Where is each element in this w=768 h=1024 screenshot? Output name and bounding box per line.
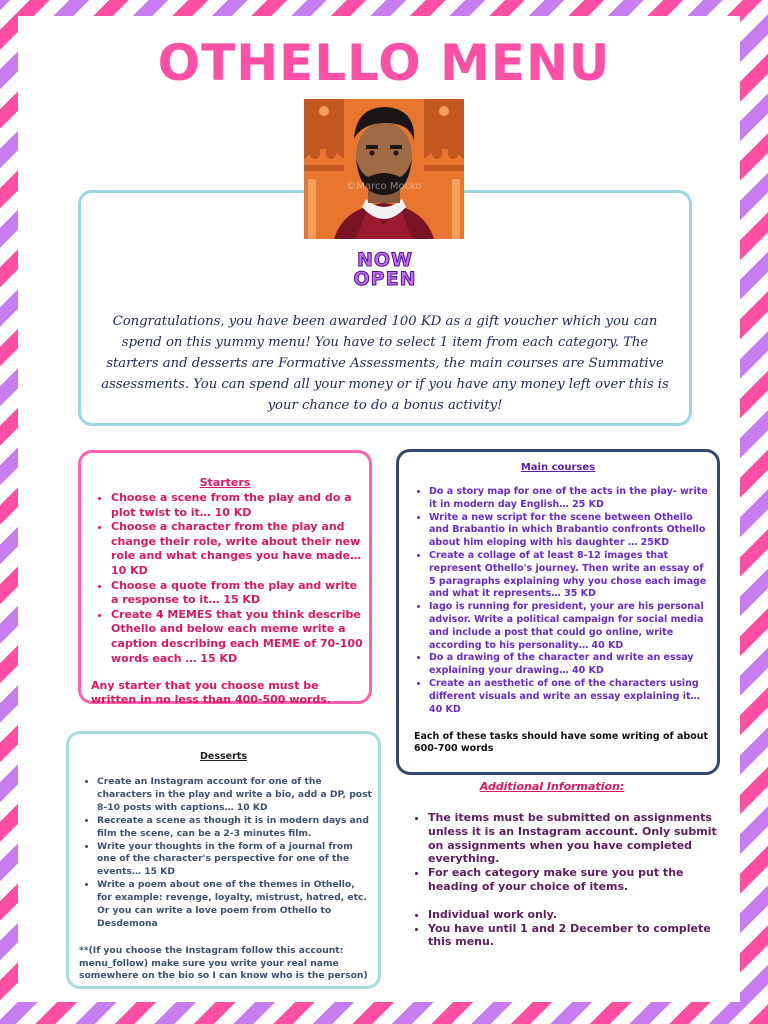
- main-courses-note: Each of these tasks should have some writing of about 600-700 words: [414, 731, 709, 755]
- desserts-heading: Desserts: [200, 751, 247, 762]
- page-title: OTHELLO MENU: [157, 34, 611, 92]
- starters-note: Any starter that you choose must be written in no less than 400-500 words.: [91, 679, 332, 707]
- desserts-box: [66, 731, 381, 989]
- main-courses-box: [396, 449, 720, 775]
- starters-heading: Starters: [199, 476, 251, 489]
- list-item: • Write a poem about one of the themes in Othello, for example: revenge, loyalty, mistrust, hatred, etc. Or you can write a love poem from Othello to Desdemona: [97, 879, 372, 931]
- list-item: • Choose a character from the play and change their role, write about their new role and what changes you have made… 10 KD: [111, 520, 363, 578]
- list-item: • Do a story map for one of the acts in the play- write it in modern day English… 25 KD: [429, 486, 709, 512]
- list-item: • Recreate a scene as though it is in modern days and film the scene, can be a 2-3 minutes film.: [97, 815, 372, 841]
- desserts-note: **(If you choose the Instagram follow this account: menu_follow) make sure you write your real name somewhere on the bio so I can know who is the person): [79, 944, 368, 982]
- starters-box: [78, 450, 372, 707]
- list-item: • You have until 1 and 2 December to complete this menu.: [428, 922, 720, 950]
- list-item: • Choose a scene from the play and do a plot twist to it… 10 KD: [111, 491, 363, 520]
- list-item: • Write your thoughts in the form of a journal from one of the character's perspective for one of the events… 15 KD: [97, 841, 372, 880]
- list-item: • Write a new script for the scene between Othello and Brabantio in which Brabantio confronts Othello about him eloping with his daughter … 25KD: [429, 512, 709, 550]
- now-open-badge: [81, 251, 689, 289]
- list-item: • Do a drawing of the character and write an essay explaining your drawing… 40 KD: [429, 652, 709, 678]
- list-item: • Create a collage of at least 8-12 images that represent Othello's journey. Then write an essay of 5 paragraphs explaining why you chose each image and what it represents… 35 KD: [429, 550, 709, 601]
- othello-portrait-illustration: [304, 99, 464, 239]
- list-item: • Create 4 MEMES that you think describe Othello and below each meme write a caption describing each MEME of 70-100 words each … 15 KD: [111, 608, 363, 666]
- list-item: • Iago is running for president, your are his personal advisor. Write a political campaign for social media and include a post that could go online, write according to his personality… 40 KD: [429, 601, 709, 652]
- list-item: • Create an aesthetic of one of the characters using different visuals and write an essay explaining it… 40 KD: [429, 678, 709, 716]
- additional-info: [396, 780, 720, 949]
- portrait-watermark: ©Marco Mocko: [346, 181, 422, 192]
- list-item: • The items must be submitted on assignments unless it is an Instagram account. Only submit on assignments when you have completed everything.: [428, 811, 720, 866]
- desserts-list: [77, 776, 372, 931]
- list-item: • Choose a quote from the play and write a response to it… 15 KD: [111, 579, 363, 608]
- list-item: • Individual work only.: [428, 908, 720, 922]
- now-open-line-2: OPEN: [353, 268, 417, 290]
- additional-info-heading: Additional Information:: [479, 780, 625, 793]
- starters-list: [91, 491, 363, 666]
- list-item: • Create an Instagram account for one of the characters in the play and write a bio, add a DP, post 8-10 posts with captions… 10 KD: [97, 776, 372, 815]
- intro-text: Congratulations, you have been awarded 100 KD as a gift voucher which you can spend on this yummy menu! You have to select 1 item from each category. The starters and desserts are Formative Assessments, the main courses are Summative assessments. You can spend all your money or if you have any money left over this is your chance to do a bonus activity!: [101, 314, 669, 413]
- now-open-line-1: NOW: [356, 249, 413, 271]
- main-courses-heading: Main courses: [520, 462, 596, 473]
- additional-info-list: [408, 811, 720, 949]
- list-item: • For each category make sure you put the heading of your choice of items.: [428, 866, 720, 894]
- othello-portrait: [304, 99, 464, 239]
- main-courses-list: [409, 486, 709, 716]
